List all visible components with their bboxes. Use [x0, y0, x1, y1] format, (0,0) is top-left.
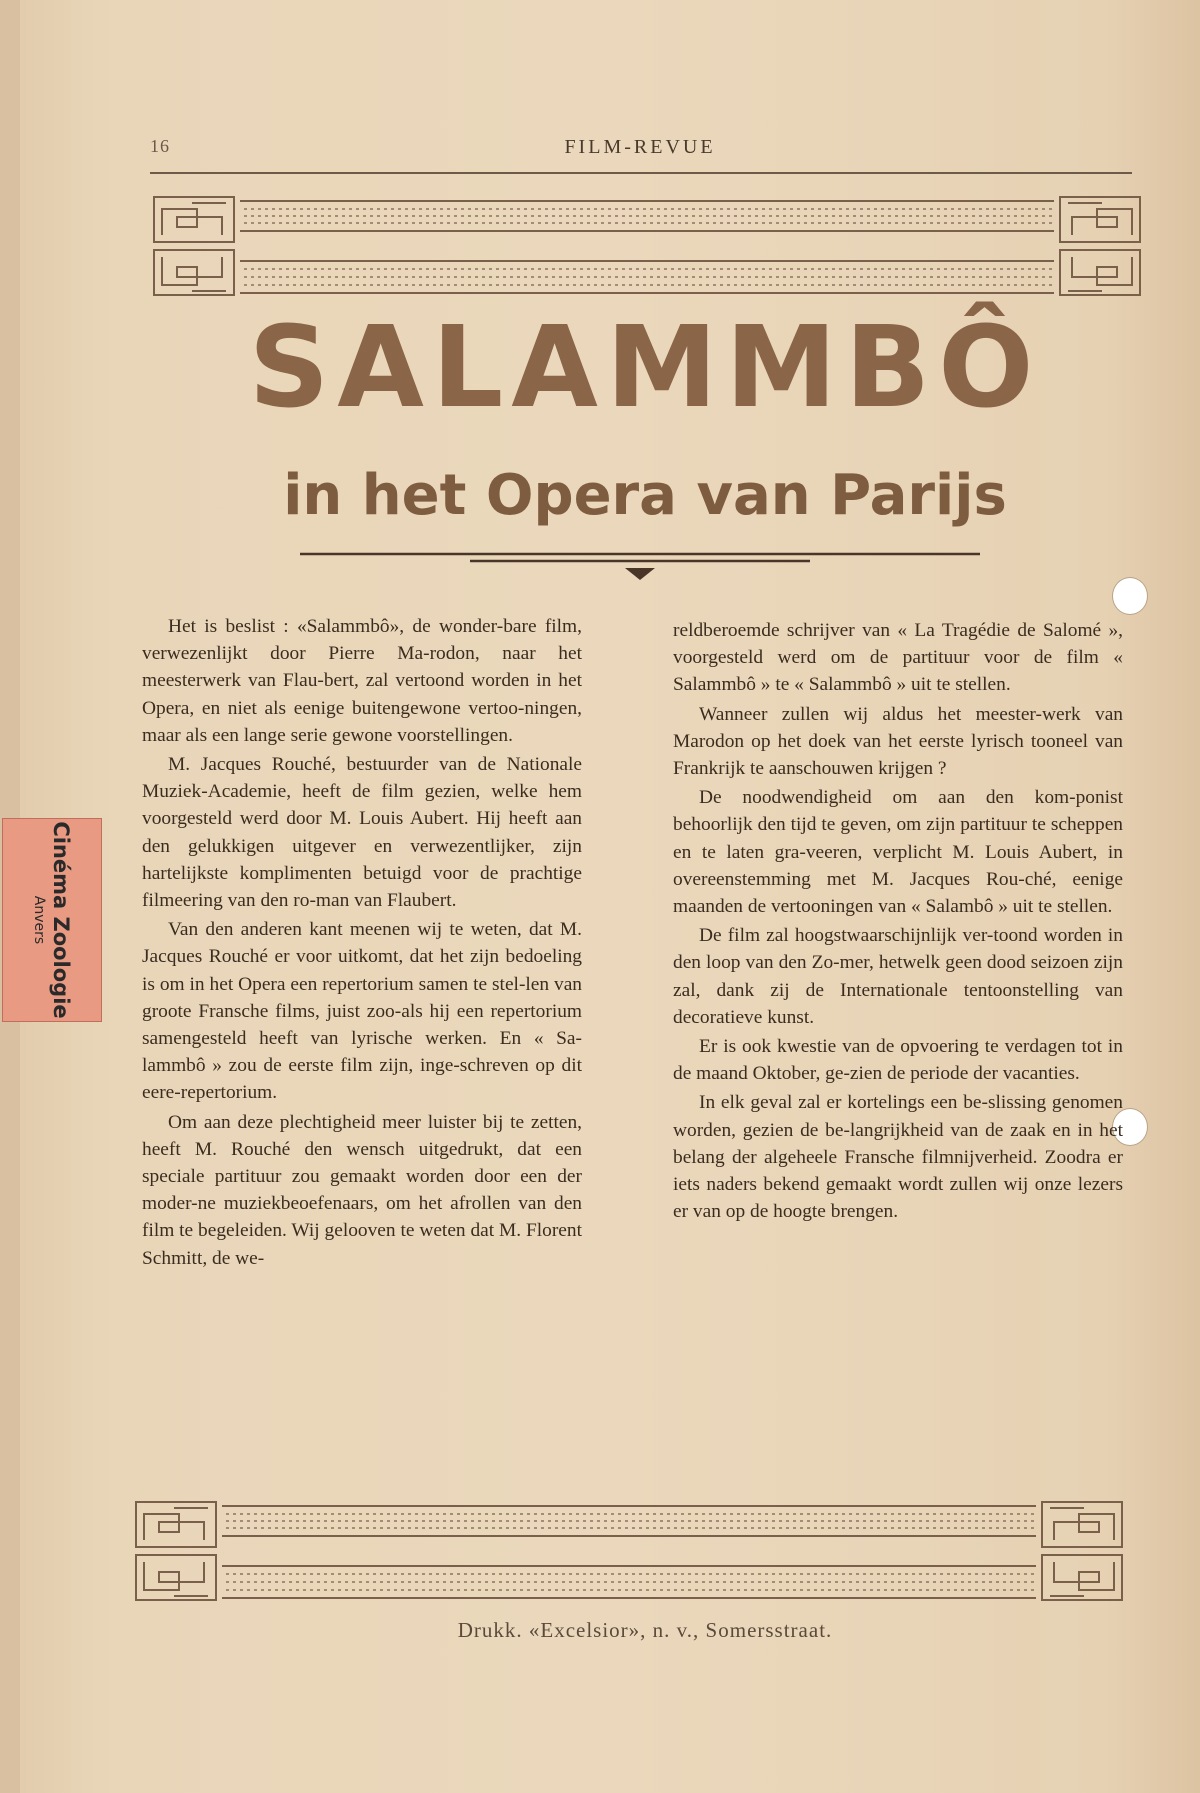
article-column-right — [673, 617, 1123, 1225]
paragraph: De film zal hoogstwaarschijnlijk ver-toond worden in den loop van den Zo-mer, hetwelk geen dood seizoen zijn zal, dank zij de Internationale tentoonstelling van decoratieve kunst. — [673, 925, 1123, 1028]
paragraph: Er is ook kwestie van de opvoering te verdagen tot in de maand Oktober, ge-zien de periode der vacanties. — [673, 1036, 1123, 1085]
binder-hole-top — [1112, 577, 1148, 615]
magazine-page — [20, 0, 1200, 1793]
running-head: FILM-REVUE — [564, 136, 716, 158]
article-title: SALAMMBÔ — [248, 303, 1042, 433]
paragraph: De noodwendigheid om aan den kom-ponist behoorlijk den tijd te geven, om zijn partituur te scheppen en te laten gra-veeren, verplicht M. Louis Aubert, in overeenstemming met M. Jacques Rou-ché, eenige maanden de vertooningen van « Salambô » uit te stellen. — [673, 787, 1123, 918]
stamp-line-1: Cinéma Zoologie — [49, 821, 73, 1019]
page-number: 16 — [150, 136, 170, 156]
ornamental-border-top — [152, 195, 1142, 300]
stamp-line-2: Anvers — [31, 895, 47, 945]
paragraph: M. Jacques Rouché, bestuurder van de Nationale Muziek-Academie, heeft de film gezien, welke hem voorgesteld werd door M. Louis Aubert. Hij heeft aan den gelukkigen uitgever en verwezentlijker, zijn hartelijkste komplimenten betuigd voor de prachtige filmeering van den ro-man van Flaubert. — [142, 754, 582, 912]
paragraph: Om aan deze plechtigheid meer luister bij te zetten, heeft M. Rouché den wensch uitgedrukt, dat een speciale partituur zou gemaakt worden door een der moder-ne muziekbeoefenaars, om het afrollen van den film te begeleiden. Wij gelooven te weten dat M. Florent Schmitt, de we- — [142, 1111, 582, 1269]
article-column-left — [142, 613, 582, 1272]
paragraph: reldberoemde schrijver van « La Tragédie de Salomé », voorgesteld werd om de partituur voor de film « Salammbô » te « Salammbô » uit te stellen. — [673, 620, 1123, 696]
header-rule — [150, 172, 1132, 174]
stamp-text — [3, 819, 101, 1021]
paragraph: In elk geval zal er kortelings een be-slissing genomen worden, gezien de be-langrijkheid van de zaak en in het belang der algeheele Fransche filmnijverheid. Zoodra er iets naders bekend gemaakt wordt zullen wij onze lezers er van op de hoogte brengen. — [673, 1092, 1123, 1223]
cinema-stamp — [2, 818, 102, 1022]
printer-imprint: Drukk. «Excelsior», n. v., Somersstraat. — [457, 1618, 833, 1642]
paragraph: Wanneer zullen wij aldus het meester-werk van Marodon op het doek van het eerste lyrisch tooneel van Frankrijk te aanschouwen krijgen ? — [673, 703, 1123, 780]
page-header — [150, 132, 1130, 162]
ornamental-border-bottom — [134, 1500, 1124, 1605]
article-subtitle: in het Opera van Parijs — [283, 463, 1007, 528]
paragraph: Van den anderen kant meenen wij te weten, dat M. Jacques Rouché er voor uitkomt, dat het zijn bedoeling is om in het Opera een repertorium samen te stel-len van groote Fransche films, juist zoo-als hij een repertorium samengesteld heeft van lyrische werken. En « Sa-lammbô » zou de eerste film zijn, inge-schreven op dit eere-repertorium. — [142, 919, 582, 1104]
paragraph: Het is beslist : «Salammbô», de wonder-bare film, verwezenlijkt door Pierre Ma-rodon, naar het meesterwerk van Flau-bert, zal vertoond worden in het Opera, en niet als eenige buitengewone vertoo-ningen, maar als een lange serie gewone voorstellingen. — [142, 616, 582, 746]
title-divider — [300, 548, 980, 588]
